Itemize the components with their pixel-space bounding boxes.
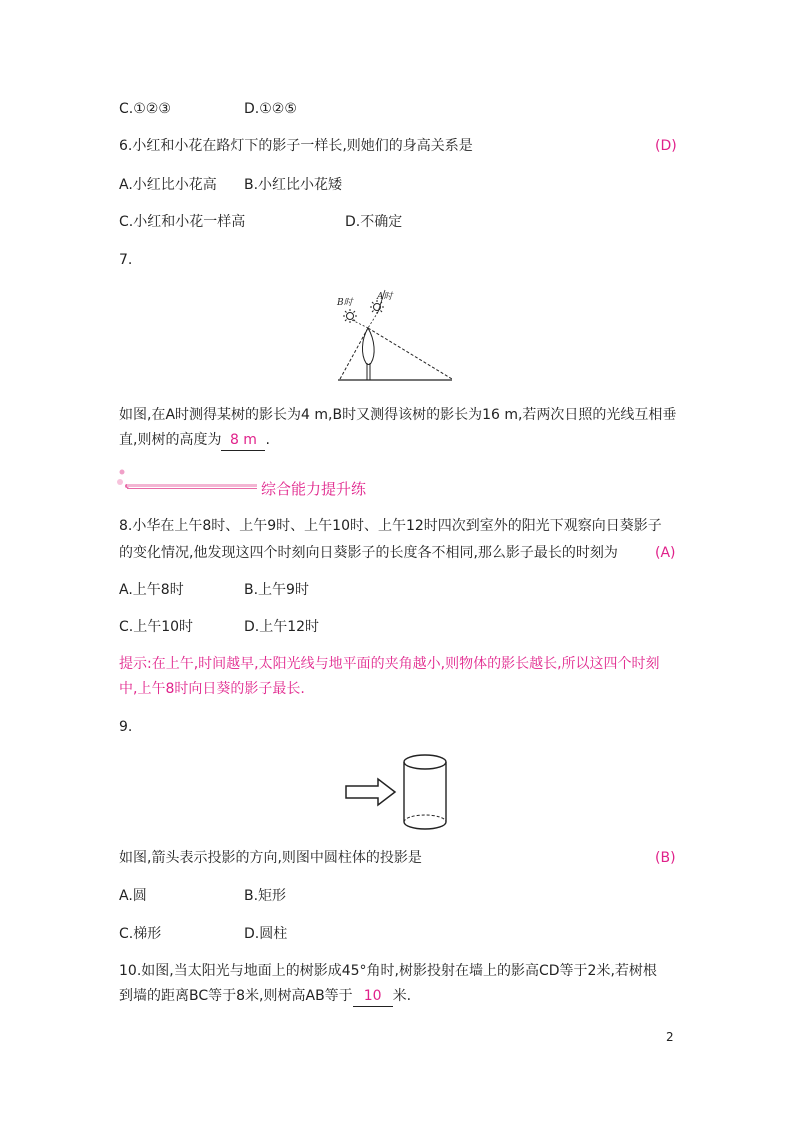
q7-text-line2 <box>119 430 270 451</box>
q9-answer: (B) <box>655 850 676 866</box>
q8-answer: (A) <box>655 545 676 561</box>
q10-text-post: 米. <box>392 988 412 1004</box>
q7-text-pre: 直,则树的高度为 <box>119 432 222 448</box>
q8-option-d: D.上午12时 <box>244 619 320 635</box>
q9-number: 9. <box>119 719 133 735</box>
q9-option-d: D.圆柱 <box>244 926 288 942</box>
page-number: 2 <box>666 1030 674 1044</box>
q10-text-line1: 10.如图,当太阳光与地面上的树影成45°角时,树影投射在墙上的影高CD等于2米,若树根 <box>119 963 657 979</box>
q5-option-c: C.①②③ <box>119 101 171 117</box>
q6-option-b: B.小红比小花矮 <box>244 177 343 193</box>
q8-option-c: C.上午10时 <box>119 619 194 635</box>
tree-icon <box>362 328 374 380</box>
q9-option-a: A.圆 <box>119 888 147 904</box>
cylinder-icon <box>404 755 446 829</box>
section-banner-decoration <box>115 466 260 496</box>
q8-text-line2: 的变化情况,他发现这四个时刻向日葵影子的长度各不相同,那么影子最长的时刻为 <box>119 545 618 561</box>
q8-hint-line1: 提示:在上午,时间越早,太阳光线与地平面的夹角越小,则物体的影长越长,所以这四个时刻 <box>119 656 660 672</box>
q6-answer: (D) <box>655 138 677 154</box>
q8-option-a: A.上午8时 <box>119 582 184 598</box>
q9-option-c: C.梯形 <box>119 926 162 942</box>
q10-text-pre: 到墙的距离BC等于8米,则树高AB等于 <box>119 988 353 1004</box>
q7-number: 7. <box>119 252 133 268</box>
q8-text-line1: 8.小华在上午8时、上午9时、上午10时、上午12时四次到室外的阳光下观察向日葵影子 <box>119 518 662 534</box>
q6-option-d: D.不确定 <box>345 214 403 230</box>
q7-text-line1: 如图,在A时测得某树的影长为4 m,B时又测得该树的影长为16 m,若两次日照的光线互相垂 <box>119 407 677 423</box>
q6-stem: 6.小红和小花在路灯下的影子一样长,则她们的身高关系是 <box>119 138 473 154</box>
q7-tree-shadow-figure <box>330 285 460 385</box>
section-title: 综合能力提升练 <box>261 480 367 498</box>
q9-cylinder-figure <box>340 750 460 835</box>
q6-option-c: C.小红和小花一样高 <box>119 214 246 230</box>
q9-option-b: B.矩形 <box>244 888 287 904</box>
q7-label-a: A时 <box>377 292 393 302</box>
q7-answer-blank: 8 m <box>221 430 265 451</box>
q10-text-line2 <box>119 986 411 1007</box>
q5-option-d: D.①②⑤ <box>244 101 297 117</box>
q7-label-b: B时 <box>337 298 353 308</box>
arrow-right-icon <box>346 779 395 805</box>
sun-icon-b <box>343 309 357 323</box>
q9-stem: 如图,箭头表示投影的方向,则图中圆柱体的投影是 <box>119 850 422 866</box>
q6-option-a: A.小红比小花高 <box>119 177 217 193</box>
q8-hint-line2: 中,上午8时向日葵的影子最长. <box>119 681 305 697</box>
q7-text-post: . <box>265 432 270 448</box>
q10-answer-blank: 10 <box>353 986 393 1007</box>
sun-icon-a <box>370 300 384 314</box>
q8-option-b: B.上午9时 <box>244 582 309 598</box>
